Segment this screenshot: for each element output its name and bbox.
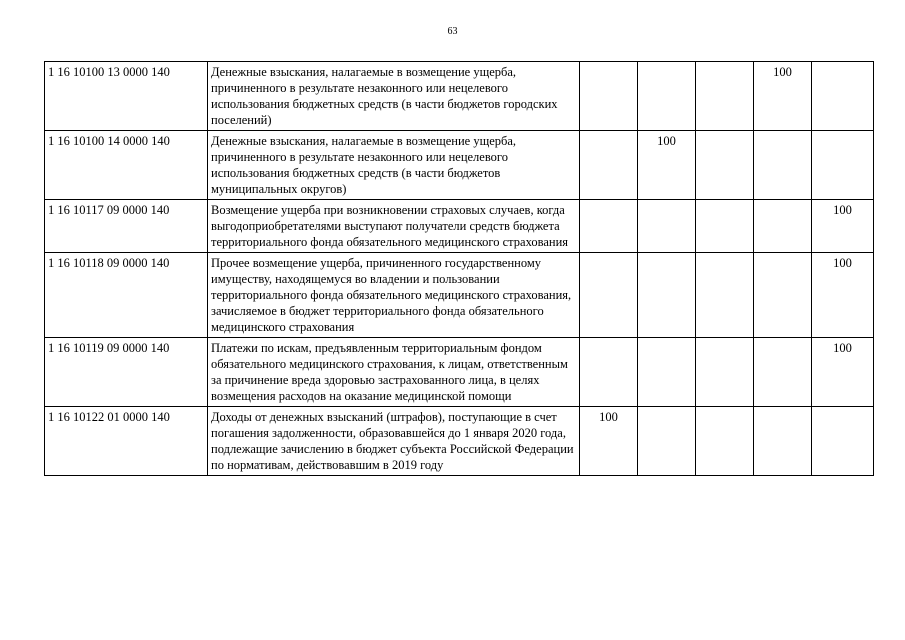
value-cell <box>638 407 696 476</box>
row-description: Возмещение ущерба при возникновении страховых случаев, когда выгодоприобретателями выступают получатели средств бюджета территориального фонда обязательного медицинского страхования <box>208 200 580 253</box>
row-code: 1 16 10100 14 0000 140 <box>45 131 208 200</box>
value-cell <box>696 407 754 476</box>
value-cell <box>580 253 638 338</box>
value-cell: 100 <box>812 253 874 338</box>
row-code: 1 16 10100 13 0000 140 <box>45 62 208 131</box>
value-cell: 100 <box>812 338 874 407</box>
value-cell <box>696 62 754 131</box>
value-cell <box>580 338 638 407</box>
value-cell <box>638 338 696 407</box>
table-row <box>45 338 874 407</box>
value-cell: 100 <box>638 131 696 200</box>
row-description: Денежные взыскания, налагаемые в возмещение ущерба, причиненного в результате незаконного или нецелевого использования бюджетных средств (в части бюджетов городских поселений) <box>208 62 580 131</box>
table-row <box>45 200 874 253</box>
value-cell <box>754 200 812 253</box>
value-cell <box>754 338 812 407</box>
row-code: 1 16 10119 09 0000 140 <box>45 338 208 407</box>
table-row <box>45 62 874 131</box>
value-cell <box>696 338 754 407</box>
value-cell <box>696 131 754 200</box>
table-row <box>45 253 874 338</box>
value-cell <box>812 407 874 476</box>
row-description: Денежные взыскания, налагаемые в возмещение ущерба, причиненного в результате незаконного или нецелевого использования бюджетных средств (в части бюджетов муниципальных округов) <box>208 131 580 200</box>
value-cell <box>812 62 874 131</box>
row-description: Прочее возмещение ущерба, причиненного государственному имуществу, находящемуся во владении и пользовании территориального фонда обязательного медицинского страхования, зачисляемое в бюджет территориального фонда обязательного медицинского страхования <box>208 253 580 338</box>
page-number: 63 <box>447 26 458 37</box>
value-cell: 100 <box>812 200 874 253</box>
row-code: 1 16 10122 01 0000 140 <box>45 407 208 476</box>
value-cell <box>696 200 754 253</box>
row-code: 1 16 10118 09 0000 140 <box>45 253 208 338</box>
row-description: Доходы от денежных взысканий (штрафов), поступающие в счет погашения задолженности, образовавшейся до 1 января 2020 года, подлежащие зачислению в бюджет субъекта Российской Федерации по нормативам, действовавшим в 2019 году <box>208 407 580 476</box>
value-cell: 100 <box>754 62 812 131</box>
value-cell: 100 <box>580 407 638 476</box>
revenue-distribution-table <box>44 61 874 476</box>
value-cell <box>638 253 696 338</box>
value-cell <box>696 253 754 338</box>
value-cell <box>812 131 874 200</box>
value-cell <box>580 62 638 131</box>
value-cell <box>580 131 638 200</box>
value-cell <box>754 131 812 200</box>
value-cell <box>638 62 696 131</box>
row-description: Платежи по искам, предъявленным территориальным фондом обязательного медицинского страхования, к лицам, ответственным за причинение вреда здоровью застрахованного лица, в целях возмещения расходов на оказание медицинской помощи <box>208 338 580 407</box>
value-cell <box>754 407 812 476</box>
value-cell <box>638 200 696 253</box>
row-code: 1 16 10117 09 0000 140 <box>45 200 208 253</box>
value-cell <box>580 200 638 253</box>
table-row <box>45 407 874 476</box>
value-cell <box>754 253 812 338</box>
table-row <box>45 131 874 200</box>
